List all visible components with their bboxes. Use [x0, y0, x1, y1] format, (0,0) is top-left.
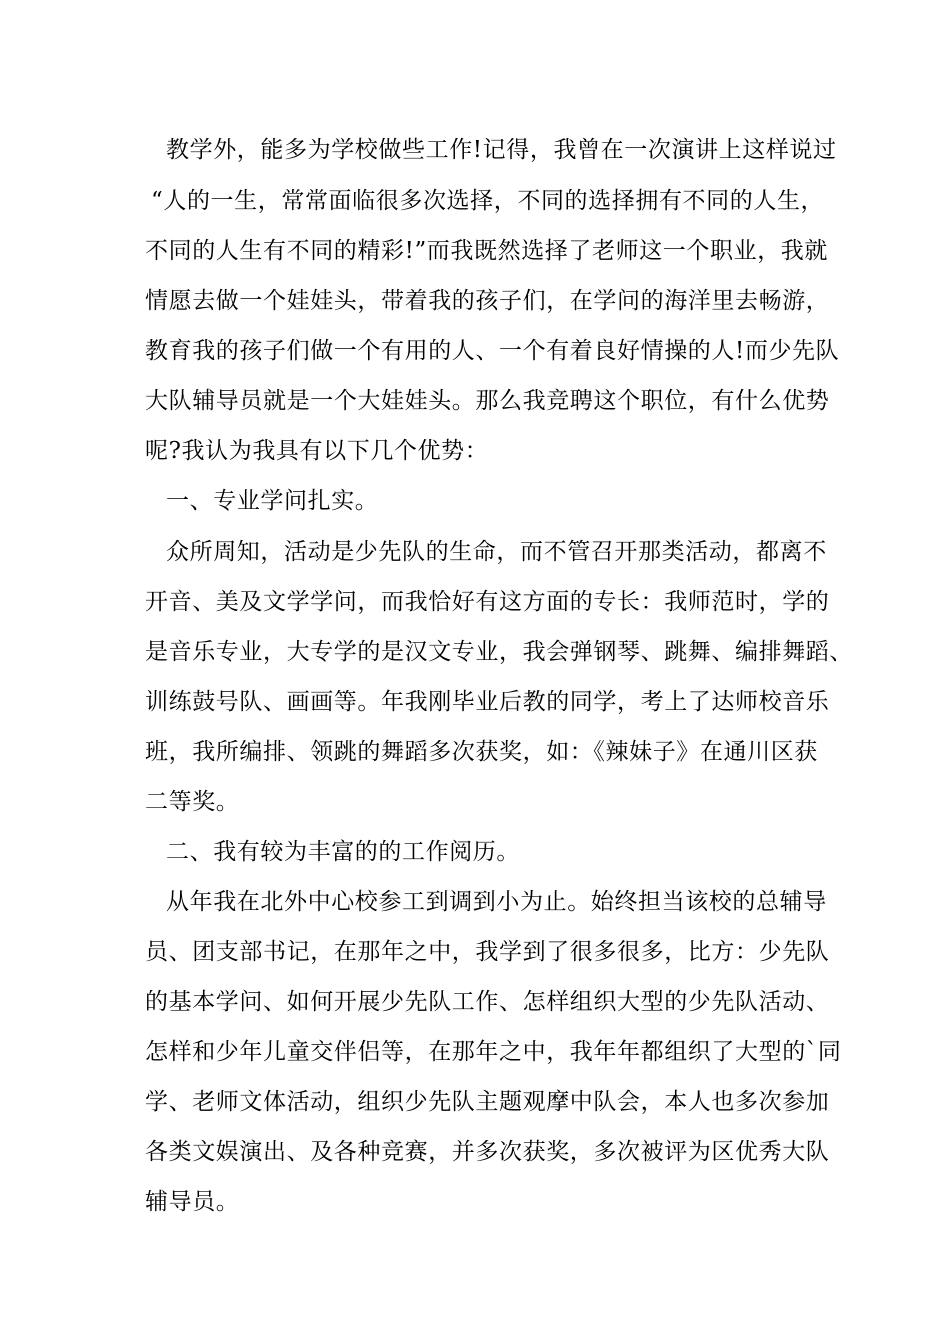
- paragraph-line: 不同的人生有不同的精彩!”而我既然选择了老师这一个职业，我就: [145, 238, 829, 264]
- paragraph-line: 怎样和少年儿童交伴侣等，在那年之中，我年年都组织了大型的`同: [145, 1039, 842, 1065]
- paragraph-line: 二等奖。: [145, 789, 240, 815]
- paragraph-line: 训练鼓号队、画画等。年我刚毕业后教的同学，考上了达师校音乐: [145, 689, 830, 715]
- paragraph-line: 大队辅导员就是一个大娃娃头。那么我竞聘这个职位，有什么优势: [145, 388, 830, 414]
- paragraph-line: 员、团支部书记，在那年之中，我学到了很多很多，比方：少先队: [145, 939, 830, 965]
- paragraph-line: 开音、美及文学学问，而我恰好有这方面的专长：我师范时，学的: [145, 589, 830, 615]
- section-heading: 一、专业学问扎实。: [166, 488, 379, 514]
- paragraph-line: 各类文娱演出、及各种竞赛，并多次获奖，多次被评为区优秀大队: [145, 1139, 830, 1165]
- paragraph-line: 呢?我认为我具有以下几个优势：: [145, 438, 489, 464]
- paragraph-line: 众所周知，活动是少先队的生命，而不管召开那类活动，都离不: [166, 539, 827, 565]
- paragraph-line: 教学外，能多为学校做些工作!记得，我曾在一次演讲上这样说过: [166, 137, 837, 163]
- paragraph-line: 学、老师文体活动，组织少先队主题观摩中队会，本人也多次参加: [145, 1089, 830, 1115]
- paragraph-line: 从年我在北外中心校参工到调到小为止。始终担当该校的总辅导: [166, 889, 827, 915]
- paragraph-line: 情愿去做一个娃娃头，带着我的孩子们，在学问的海洋里去畅游，: [145, 288, 830, 314]
- paragraph-line: 辅导员。: [145, 1189, 240, 1215]
- paragraph-line: 班，我所编排、领跳的舞蹈多次获奖，如：《辣妹子》在通川区获: [145, 739, 818, 765]
- paragraph-line: 的基本学问、如何开展少先队工作、怎样组织大型的少先队活动、: [145, 989, 830, 1015]
- paragraph-line: 教育我的孩子们做一个有用的人、一个有着良好情操的人!而少先队: [145, 338, 840, 364]
- paragraph-line: 是音乐专业，大专学的是汉文专业，我会弹钢琴、跳舞、编排舞蹈、: [145, 639, 853, 665]
- section-heading: 二、我有较为丰富的的工作阅历。: [166, 839, 520, 865]
- paragraph-line: “人的一生，常常面临很多次选择，不同的选择拥有不同的人生，: [151, 188, 825, 214]
